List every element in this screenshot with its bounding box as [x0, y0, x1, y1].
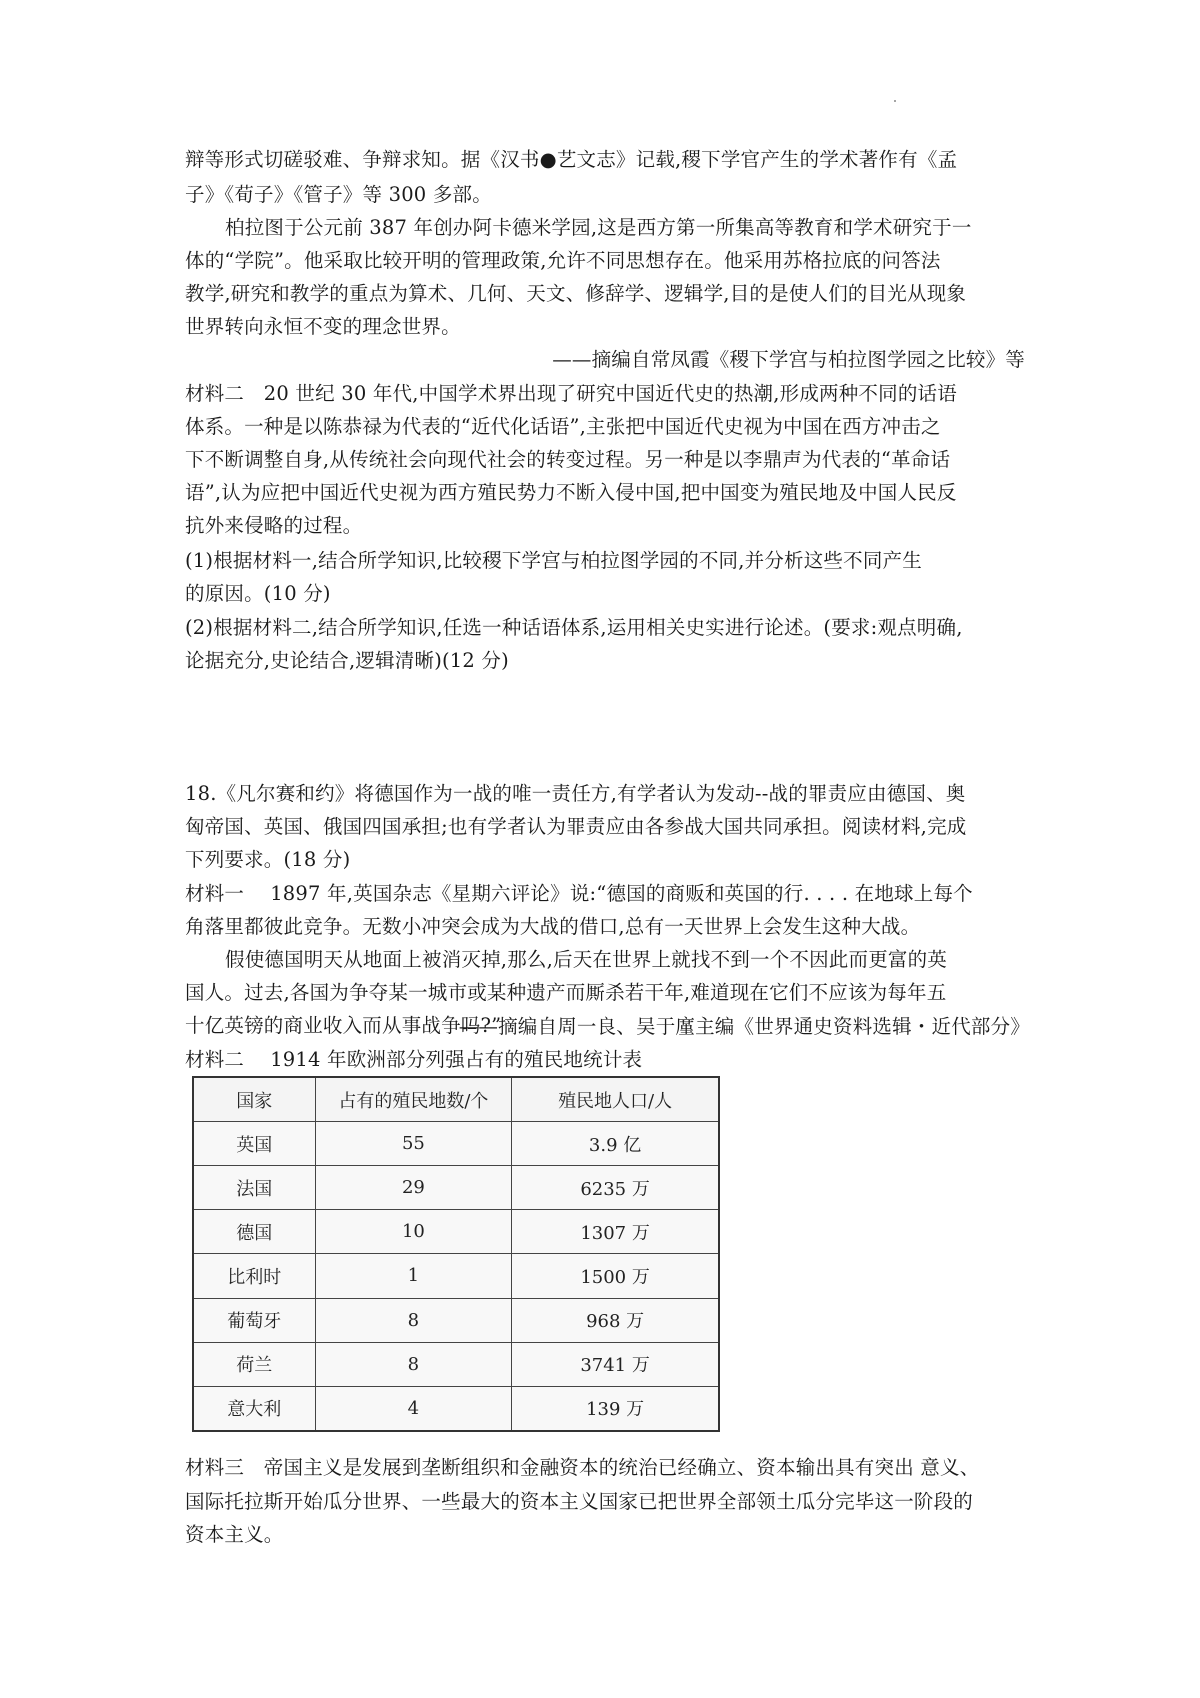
text-line: 资本主义。 — [185, 1523, 284, 1546]
column-header: 国家 — [193, 1077, 315, 1122]
table-cell: 29 — [315, 1166, 512, 1210]
text-line: 材料一 1897 年,英国杂志《星期六评论》说:“德国的商贩和英国的行. . . . 在地球上每个 — [185, 882, 973, 905]
text-line: 体的“学院”。他采取比较开明的管理政策,允许不同思想存在。他采用苏格拉底的问答法 — [185, 249, 941, 272]
table-cell: 55 — [315, 1122, 512, 1166]
table-cell: 1307 万 — [512, 1210, 719, 1254]
table-cell: 德国 — [193, 1210, 315, 1254]
question-18-stem: 下列要求。(18 分) — [185, 848, 351, 871]
table-cell: 4 — [315, 1386, 512, 1431]
question-17-2: 论据充分,史论结合,逻辑清晰)(12 分) — [185, 649, 509, 672]
table-cell: 荷兰 — [193, 1342, 315, 1386]
text-line: 世界转向永恒不变的理念世界。 — [185, 315, 461, 338]
question-18-stem: 18.《凡尔赛和约》将德国作为一战的唯一责任方,有学者认为发动--战的罪责应由德国、奥 — [185, 782, 966, 805]
column-header: 殖民地人口/人 — [512, 1077, 719, 1122]
table-cell: 8 — [315, 1342, 512, 1386]
table-cell: 1 — [315, 1254, 512, 1298]
table-row — [193, 1166, 719, 1210]
scan-speck — [894, 100, 896, 102]
text-line: 材料三 帝国主义是发展到垄断组织和金融资本的统治已经确立、资本输出具有突出 意义、 — [185, 1456, 980, 1479]
table-cell: 意大利 — [193, 1386, 315, 1431]
source-citation: ——摘编自常凤霞《稷下学宫与柏拉图学园之比较》等 — [552, 348, 1025, 371]
table-cell: 6235 万 — [512, 1166, 719, 1210]
table-cell: 3.9 亿 — [512, 1122, 719, 1166]
table-cell: 法国 — [193, 1166, 315, 1210]
text-line: 国人。过去,各国为争夺某一城市或某种遗产而厮杀若干年,难道现在它们不应该为每年五 — [185, 981, 947, 1004]
text-line: 语”,认为应把中国近代史视为西方殖民势力不断入侵中国,把中国变为殖民地及中国人民反 — [185, 481, 957, 504]
table-header-row — [193, 1077, 719, 1122]
table-row — [193, 1386, 719, 1431]
text-line: 十亿英镑的商业收入而从事战争吗?” — [185, 1014, 502, 1037]
table-cell: 3741 万 — [512, 1342, 719, 1386]
table-cell: 葡萄牙 — [193, 1298, 315, 1342]
table-cell: 968 万 — [512, 1298, 719, 1342]
table-cell: 8 — [315, 1298, 512, 1342]
text-line: 抗外来侵略的过程。 — [185, 514, 363, 537]
table-cell: 比利时 — [193, 1254, 315, 1298]
table-row — [193, 1298, 719, 1342]
text-line: 体系。一种是以陈恭禄为代表的“近代化话语”,主张把中国近代史视为中国在西方冲击之 — [185, 415, 941, 438]
text-line: 下不断调整自身,从传统社会向现代社会的转变过程。另一种是以李鼎声为代表的“革命话 — [185, 448, 951, 471]
source-citation: ——摘编自周一良、吴于廑主编《世界通史资料选辑・近代部分》 — [458, 1015, 1030, 1038]
text-line: 假使德国明天从地面上被消灭掉,那么,后天在世界上就找不到一个不因此而更富的英 — [225, 948, 947, 971]
text-line: 辩等形式切磋驳难、争辩求知。据《汉书●艺文志》记载,稷下学官产生的学术著作有《孟 — [185, 148, 958, 171]
table-cell: 10 — [315, 1210, 512, 1254]
table-row — [193, 1122, 719, 1166]
table-cell: 139 万 — [512, 1386, 719, 1431]
table-cell: 英国 — [193, 1122, 315, 1166]
table-row — [193, 1210, 719, 1254]
question-17-1: (1)根据材料一,结合所学知识,比较稷下学宫与柏拉图学园的不同,并分析这些不同产生 — [185, 549, 922, 572]
table-row — [193, 1254, 719, 1298]
table-caption: 材料二 1914 年欧洲部分列强占有的殖民地统计表 — [185, 1048, 643, 1071]
column-header: 占有的殖民地数/个 — [315, 1077, 512, 1122]
question-17-2: (2)根据材料二,结合所学知识,任选一种话语体系,运用相关史实进行论述。(要求:观点明确, — [185, 616, 963, 639]
colony-table — [192, 1076, 720, 1432]
text-line: 教学,研究和教学的重点为算术、几何、天文、修辞学、逻辑学,目的是使人们的目光从现象 — [185, 282, 967, 305]
text-line: 子》《荀子》《管子》等 300 多部。 — [185, 183, 492, 206]
text-line: 角落里都彼此竞争。无数小冲突会成为大战的借口,总有一天世界上会发生这种大战。 — [185, 915, 921, 938]
text-line: 材料二 20 世纪 30 年代,中国学术界出现了研究中国近代史的热潮,形成两种不同的话语 — [185, 382, 957, 405]
question-17-1: 的原因。(10 分) — [185, 582, 331, 605]
question-18-stem: 匈帝国、英国、俄国四国承担;也有学者认为罪责应由各参战大国共同承担。阅读材料,完成 — [185, 815, 967, 838]
text-line: 柏拉图于公元前 387 年创办阿卡德米学园,这是西方第一所集高等教育和学术研究于一 — [225, 216, 972, 239]
table-cell: 1500 万 — [512, 1254, 719, 1298]
text-line: 国际托拉斯开始瓜分世界、一些最大的资本主义国家已把世界全部领土瓜分完毕这一阶段的 — [185, 1490, 974, 1513]
table-row — [193, 1342, 719, 1386]
